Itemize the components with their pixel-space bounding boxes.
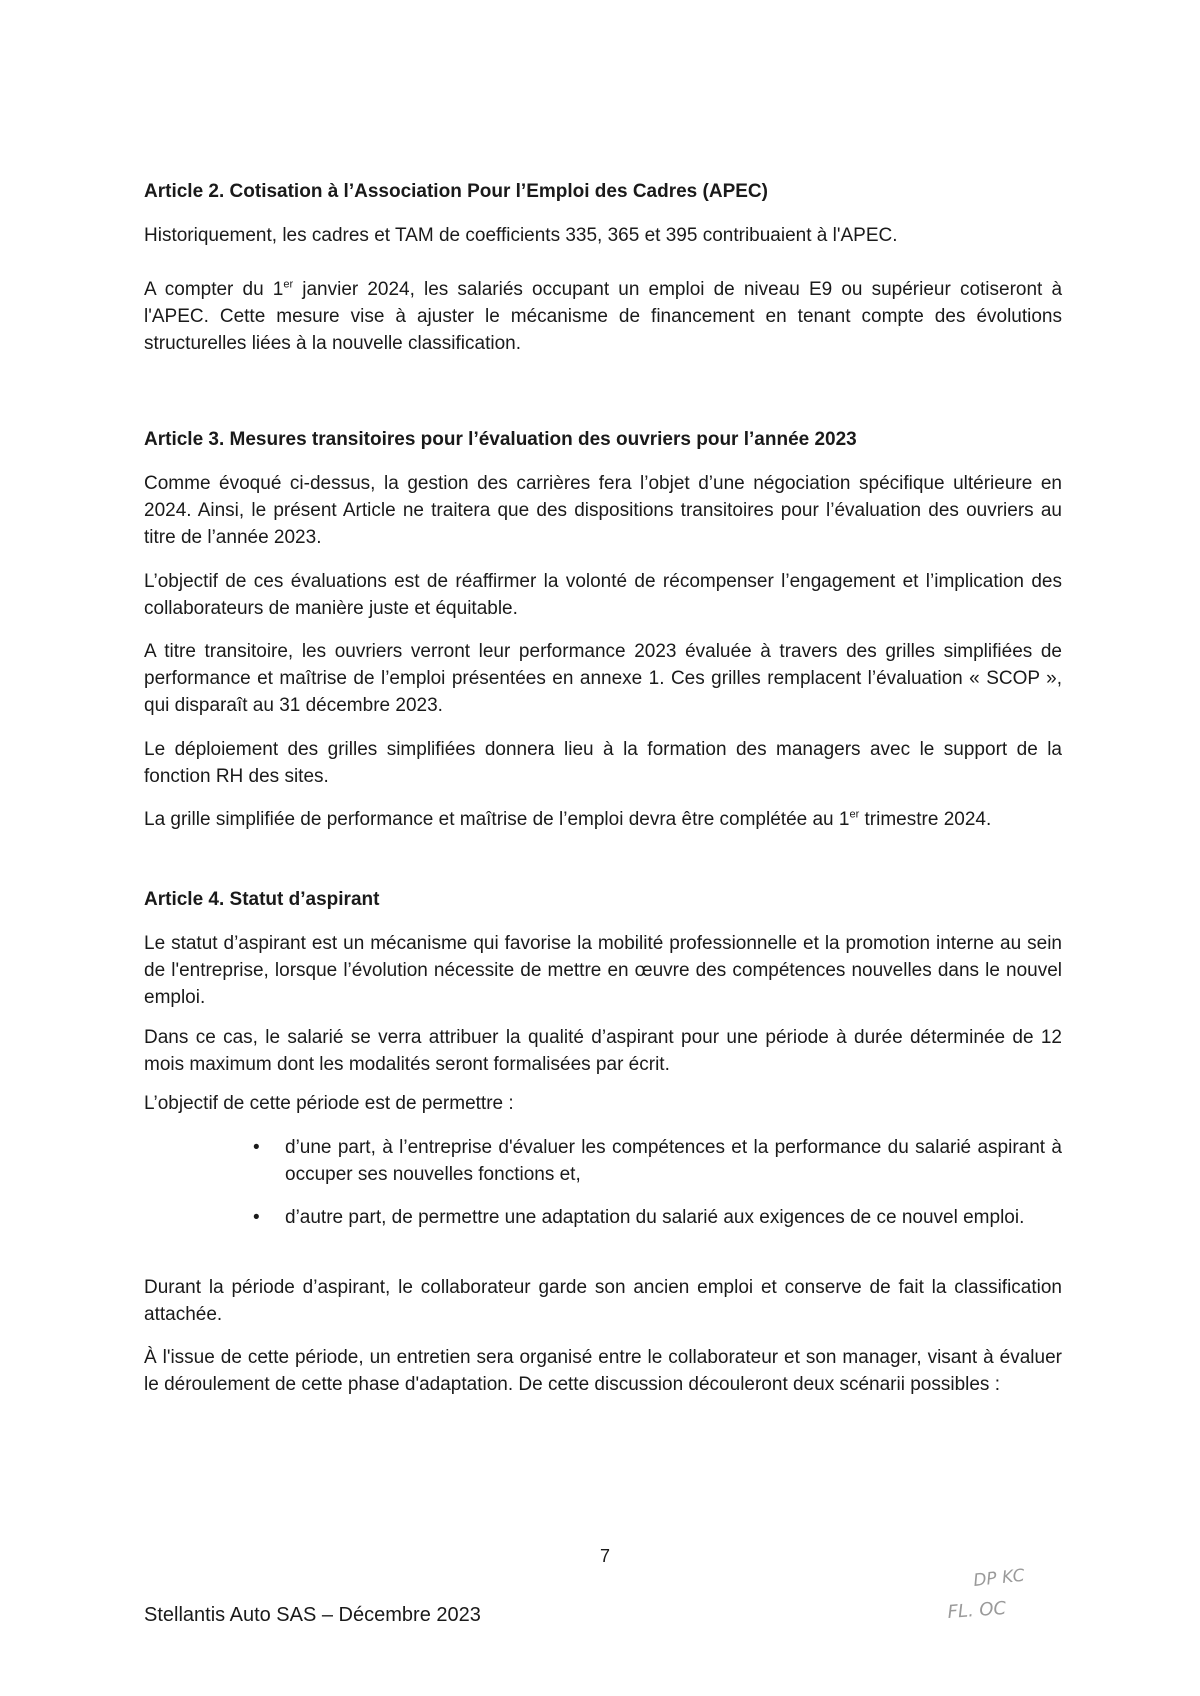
bullet-marker: •: [253, 1137, 260, 1158]
article-2-p2-start: A compter du 1: [144, 279, 284, 300]
article-2-paragraph-1: Historiquement, les cadres et TAM de coefficients 335, 365 et 395 contribuaient à l'APEC.: [144, 225, 898, 246]
article-3-p5-sup: er: [849, 808, 860, 821]
bullet-marker: •: [253, 1207, 260, 1228]
article-4-heading: Article 4. Statut d’aspirant: [144, 889, 380, 910]
article-4-paragraph-5: À l'issue de cette période, un entretien sera organisé entre le collaborateur et son manager, visant à évaluer le déroulement de cette phase d'adaptation. De cette discussion découleront deux scénarii possibles :: [144, 1347, 1062, 1395]
article-3-p5-end: trimestre 2024.: [859, 809, 992, 830]
article-3-paragraph-3: A titre transitoire, les ouvriers verront leur performance 2023 évaluée à travers des grilles simplifiées de performance et maîtrise de l’emploi présentées en annexe 1. Ces grilles remplacent l’évaluation « SCOP », qui disparaît au 31 décembre 2023.: [144, 641, 1062, 716]
article-3-paragraph-2: L’objectif de ces évaluations est de réaffirmer la volonté de récompenser l’engagement et l’implication des collaborateurs de manière juste et équitable.: [144, 571, 1062, 619]
article-4-paragraph-4: Durant la période d’aspirant, le collaborateur garde son ancien emploi et conserve de fait la classification attachée.: [144, 1277, 1062, 1325]
article-2-heading: Article 2. Cotisation à l’Association Pour l’Emploi des Cadres (APEC): [144, 181, 768, 202]
article-3-heading: Article 3. Mesures transitoires pour l’évaluation des ouvriers pour l’année 2023: [144, 429, 857, 450]
initials-line-2: FL. OC: [946, 1597, 1007, 1623]
initials-line-1: DP KC: [972, 1565, 1026, 1591]
article-2-p2-end: janvier 2024, les salariés occupant un emploi de niveau E9 ou supérieur cotiseront à l'APEC. Cette mesure vise à ajuster le mécanisme de financement en tenant compte des évolutions structurelles liées à la nouvelle classification.: [144, 279, 1063, 354]
article-4-paragraph-3: L’objectif de cette période est de permettre :: [144, 1093, 514, 1114]
article-2-p2-sup: er: [283, 278, 294, 291]
article-3-p5-start: La grille simplifiée de performance et maîtrise de l’emploi devra être complétée au 1: [144, 809, 850, 830]
bullet-item-2: d’autre part, de permettre une adaptation du salarié aux exigences de ce nouvel emploi.: [285, 1207, 1025, 1228]
page-number: 7: [599, 1546, 610, 1566]
article-4-paragraph-2: Dans ce cas, le salarié se verra attribuer la qualité d’aspirant pour une période à durée déterminée de 12 mois maximum dont les modalités seront formalisées par écrit.: [144, 1027, 1062, 1075]
article-4-paragraph-1: Le statut d’aspirant est un mécanisme qui favorise la mobilité professionnelle et la promotion interne au sein de l'entreprise, lorsque l’évolution nécessite de mettre en œuvre des compétences nouvelles dans le nouvel emploi.: [144, 933, 1062, 1008]
article-3-paragraph-5: [144, 806, 1062, 833]
bullet-item-1: d’une part, à l’entreprise d'évaluer les compétences et la performance du salarié aspirant à occuper ses nouvelles fonctions et,: [285, 1137, 1062, 1185]
footer-text: Stellantis Auto SAS – Décembre 2023: [144, 1604, 481, 1626]
article-2-paragraph-2: [144, 276, 1062, 357]
handwritten-initials: [944, 1560, 1064, 1630]
article-3-paragraph-1: Comme évoqué ci-dessus, la gestion des carrières fera l’objet d’une négociation spécifique ultérieure en 2024. Ainsi, le présent Article ne traitera que des dispositions transitoires pour l’évaluation des ouvriers au titre de l’année 2023.: [144, 473, 1062, 548]
article-3-paragraph-4: Le déploiement des grilles simplifiées donnera lieu à la formation des managers avec le support de la fonction RH des sites.: [144, 739, 1062, 787]
